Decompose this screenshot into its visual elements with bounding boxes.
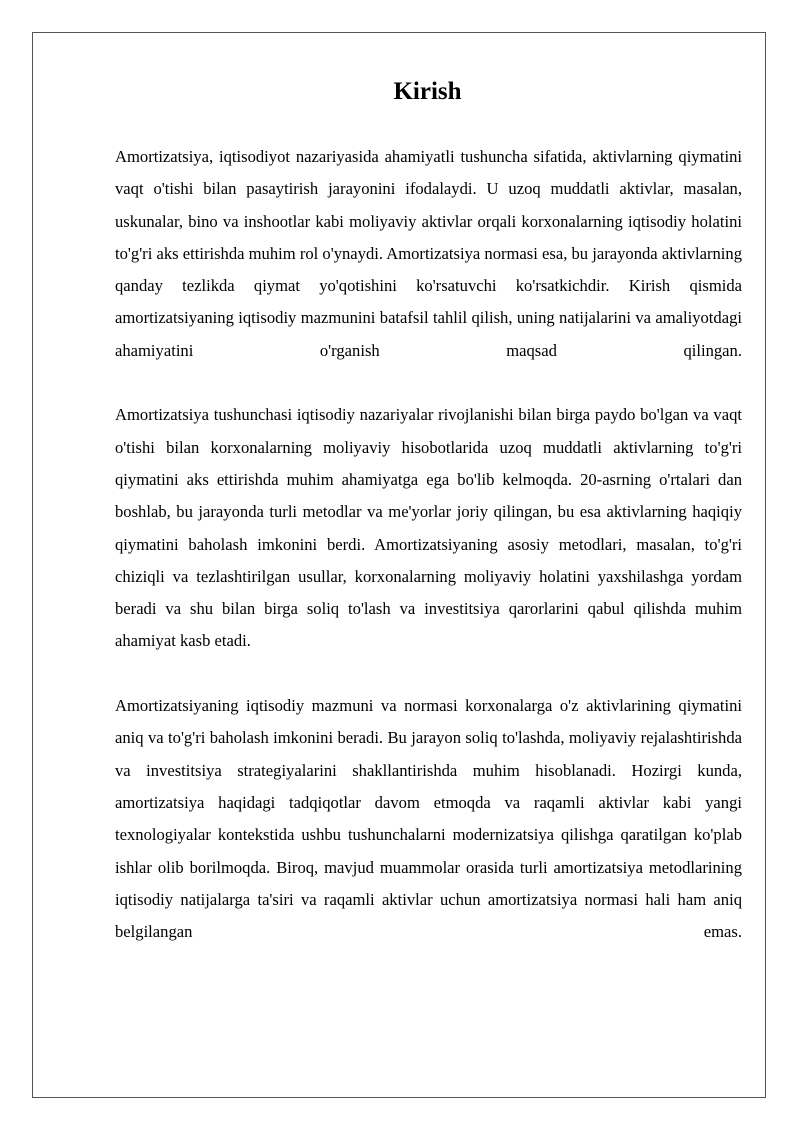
- document-body: [115, 141, 742, 948]
- paragraph-2: Amortizatsiya tushunchasi iqtisodiy nazariyalar rivojlanishi bilan birga paydo bo'lgan va vaqt o'tishi bilan korxonalarning moliyaviy hisobotlarida uzoq muddatli aktivlarning to'g'ri qiymatini aks ettirishda muhim ahamiyatga ega bo'lib kelmoqda. 20-asrning o'rtalari dan boshlab, bu jarayonda turli metodlar va me'yorlar joriy qilingan, bu esa aktivlarning haqiqiy qiymatini baholash imkonini berdi. Amortizatsiyaning asosiy metodlari, masalan, to'g'ri chiziqli va tezlashtirilgan usullar, korxonalarning moliyaviy holatini yaxshilashga yordam beradi va shu bilan birga soliq to'lash va investitsiya qarorlarini qabul qilishda muhim ahamiyat kasb etadi.: [115, 405, 742, 651]
- paragraph-3: Amortizatsiyaning iqtisodiy mazmuni va normasi korxonalarga o'z aktivlarining qiymatini aniq va to'g'ri baholash imkonini beradi. Bu jarayon soliq to'lashda, moliyaviy rejalashtirishda va investitsiya strategiyalarini shakllantirishda muhim hisoblanadi. Hozirgi kunda, amortizatsiya haqidagi tadqiqotlar davom etmoqda va raqamli aktivlar kabi yangi texnologiyalar kontekstida ushbu tushunchalarni modernizatsiya qilishga qaratilgan ko'plab ishlar olib borilmoqda. Biroq, mavjud muammolar orasida turli amortizatsiya metodlarining iqtisodiy natijalarga ta'siri va raqamli aktivlar uchun amortizatsiya normasi hali ham aniq belgilangan emas.: [115, 696, 742, 942]
- paragraph-1: Amortizatsiya, iqtisodiyot nazariyasida ahamiyatli tushuncha sifatida, aktivlarning qiymatini vaqt o'tishi bilan pasaytirish jarayonini ifodalaydi. U uzoq muddatli aktivlar, masalan, uskunalar, bino va inshootlar kabi moliyaviy aktivlar orqali korxonalarning iqtisodiy holatini to'g'ri aks ettirishda muhim rol o'ynaydi. Amortizatsiya normasi esa, bu jarayonda aktivlarning qanday tezlikda qiymat yo'qotishini ko'rsatuvchi ko'rsatkichdir. Kirish qismida amortizatsiyaning iqtisodiy mazmunini batafsil tahlil qilish, uning natijalarini va amaliyotdagi ahamiyatini o'rganish maqsad qilingan.: [115, 147, 742, 360]
- document-title: Kirish: [393, 78, 462, 105]
